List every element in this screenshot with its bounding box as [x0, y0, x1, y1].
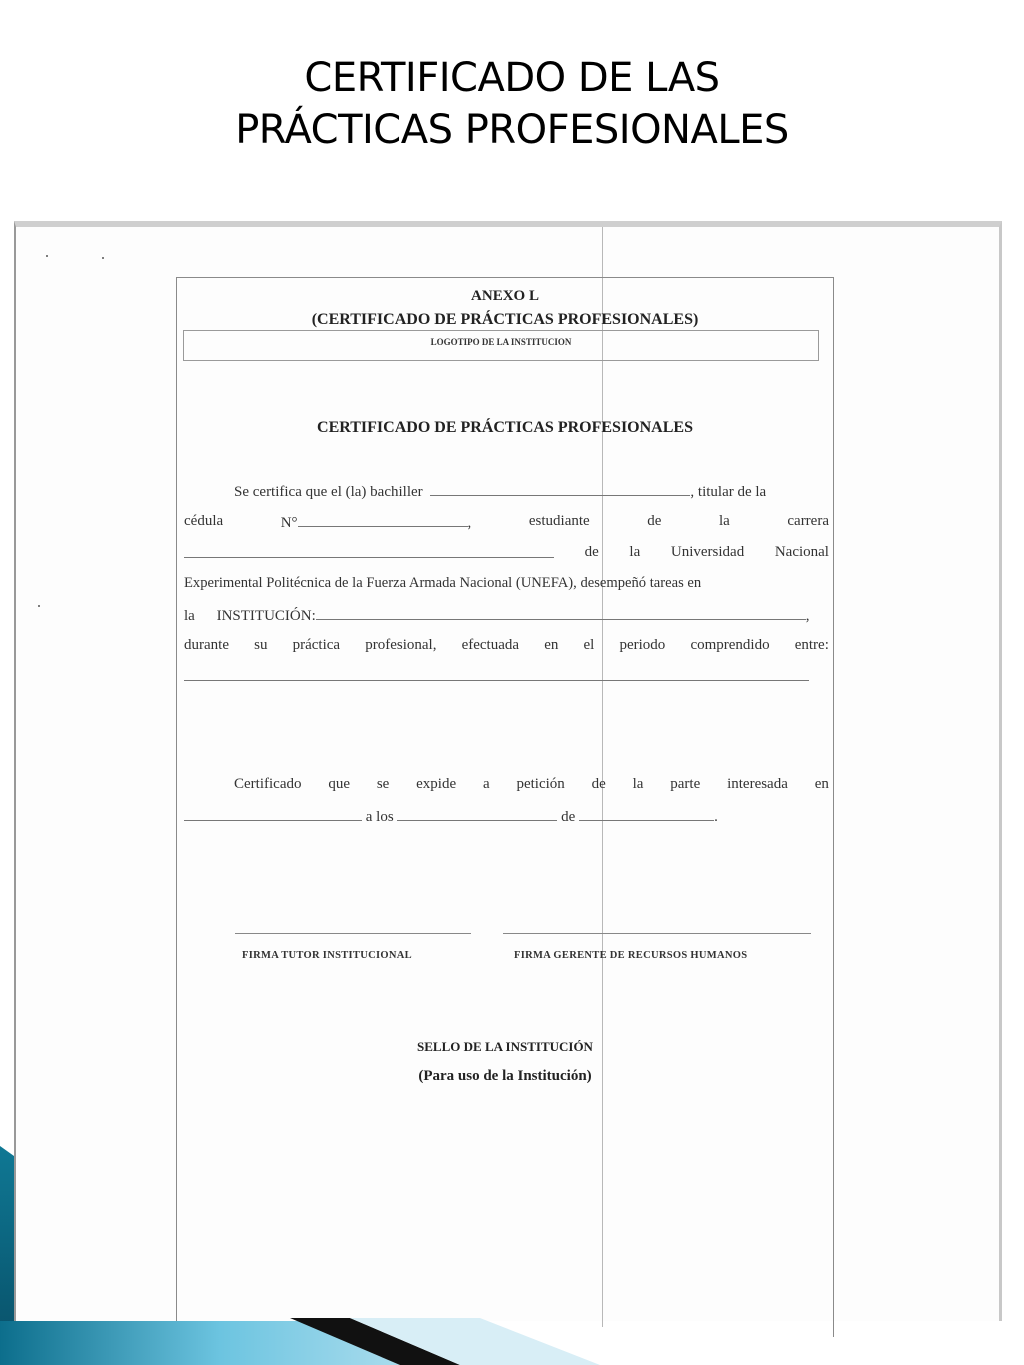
- body-word: de: [584, 544, 599, 560]
- closing-word: de: [591, 776, 606, 792]
- closing-word: en: [814, 776, 829, 792]
- body-word: N°: [280, 515, 298, 531]
- scan-speck: [38, 605, 40, 607]
- logo-label: LOGOTIPO DE LA INSTITUCION: [430, 337, 572, 347]
- signature-label-rrhh: FIRMA GERENTE DE RECURSOS HUMANOS: [514, 950, 748, 961]
- closing-word: .: [714, 809, 718, 825]
- closing-word: petición: [516, 776, 565, 792]
- closing-word: interesada: [727, 776, 788, 792]
- ciudad-blank: [184, 807, 362, 821]
- closing-word: a: [482, 776, 490, 792]
- slide-title-line-2: PRÁCTICAS PROFESIONALES: [235, 107, 789, 153]
- body-line-6: [184, 637, 829, 654]
- institucion-blank: [316, 606, 806, 620]
- closing-line-2: [184, 807, 829, 826]
- body-line-3: [184, 544, 829, 561]
- bachiller-blank: [430, 482, 690, 496]
- body-word: la: [629, 544, 641, 560]
- body-word: estudiante: [528, 513, 590, 529]
- body-word: cédula: [184, 513, 224, 529]
- slide-title-line-1: CERTIFICADO DE LAS: [304, 55, 720, 101]
- signature-label-tutor: FIRMA TUTOR INSTITUCIONAL: [242, 950, 412, 961]
- scan-speck: [46, 255, 48, 257]
- annex-subtitle: (CERTIFICADO DE PRÁCTICAS PROFESIONALES): [311, 311, 699, 328]
- logo-placeholder-box: [183, 330, 819, 361]
- closing-word: expide: [416, 776, 457, 792]
- body-word: INSTITUCIÓN:: [216, 608, 316, 624]
- body-line-7: [184, 667, 829, 686]
- seal-label: SELLO DE LA INSTITUCIÓN: [417, 1039, 593, 1054]
- body-word: profesional,: [365, 637, 437, 653]
- closing-word: la: [632, 776, 644, 792]
- body-line-1: [184, 482, 829, 501]
- body-word: comprendido: [690, 637, 770, 653]
- body-word: la: [184, 608, 195, 624]
- closing-line-1: [184, 776, 829, 793]
- body-word: práctica: [292, 637, 341, 653]
- body-line-4: Experimental Politécnica de la Fuerza Armada Nacional (UNEFA), desempeñó tareas en: [184, 575, 702, 591]
- body-line-5: [184, 606, 829, 625]
- body-word: su: [254, 637, 268, 653]
- mes-blank: [579, 807, 714, 821]
- closing-word: Certificado: [234, 776, 302, 792]
- body-word: efectuada: [461, 637, 520, 653]
- seal-note: (Para uso de la Institución): [418, 1068, 592, 1084]
- slide-title: [0, 52, 1024, 156]
- body-word: carrera: [787, 513, 829, 529]
- body-word: ,: [467, 515, 472, 531]
- closing-word: parte: [670, 776, 701, 792]
- annex-title: ANEXO L: [471, 288, 539, 304]
- body-word: Nacional: [774, 544, 829, 560]
- body-word: entre:: [794, 637, 829, 653]
- body-word: la: [718, 513, 730, 529]
- body-text: Se certifica que el (la) bachiller: [234, 484, 423, 500]
- body-word: periodo: [619, 637, 666, 653]
- cedula-blank: [298, 513, 468, 527]
- carrera-blank: [184, 544, 554, 558]
- body-word: Universidad: [670, 544, 745, 560]
- scan-speck: [102, 257, 104, 259]
- closing-word: a los: [365, 809, 394, 825]
- slide-decoration: [0, 1146, 1024, 1365]
- body-word: el: [583, 637, 595, 653]
- closing-word: de: [561, 809, 576, 825]
- signature-line-left: [235, 933, 471, 934]
- body-word: ,: [805, 608, 810, 624]
- certificate-title: CERTIFICADO DE PRÁCTICAS PROFESIONALES: [317, 419, 693, 436]
- body-word: durante: [184, 637, 229, 653]
- body-text: , titular de la: [690, 484, 767, 500]
- body-word: de: [647, 513, 662, 529]
- closing-word: se: [376, 776, 390, 792]
- closing-word: que: [328, 776, 350, 792]
- periodo-blank: [184, 667, 809, 681]
- body-line-2: [184, 513, 829, 532]
- body-word: en: [544, 637, 559, 653]
- signature-line-right: [503, 933, 811, 934]
- dia-blank: [397, 807, 557, 821]
